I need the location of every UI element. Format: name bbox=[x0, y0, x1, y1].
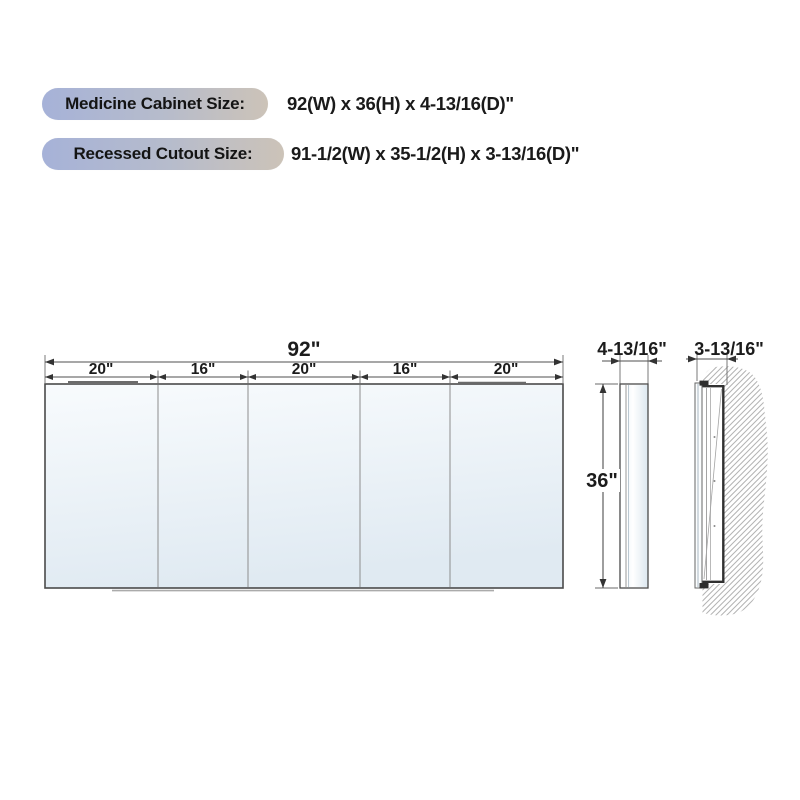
door-width-dim-4: 16" bbox=[392, 361, 418, 378]
recessed-view bbox=[686, 339, 768, 616]
height-dim-label: 36" bbox=[586, 470, 618, 492]
recessed-cutout-label: Recessed Cutout Size: bbox=[73, 144, 253, 163]
side-mirror-fill bbox=[628, 385, 648, 587]
door-width-dim-2: 16" bbox=[190, 361, 216, 378]
front-view bbox=[45, 338, 563, 591]
recess-depth-dim-label: 3-13/16" bbox=[694, 339, 764, 359]
door-width-dim-5: 20" bbox=[493, 361, 519, 378]
overall-width-dim-label: 92" bbox=[287, 338, 321, 361]
side-view bbox=[585, 339, 667, 588]
cabinet-size-value: 92(W) x 36(H) x 4-13/16(D)" bbox=[287, 93, 514, 114]
recessed-cutout-value: 91-1/2(W) x 35-1/2(H) x 3-13/16(D)" bbox=[291, 143, 580, 164]
recessed-door-profile bbox=[695, 383, 702, 588]
door-width-dim-1: 20" bbox=[88, 361, 114, 378]
cabinet-size-label: Medicine Cabinet Size: bbox=[65, 94, 245, 113]
door-width-dim-3: 20" bbox=[291, 361, 317, 378]
side-depth-dim-label: 4-13/16" bbox=[597, 339, 667, 359]
cabinet-front-outline bbox=[45, 384, 563, 588]
